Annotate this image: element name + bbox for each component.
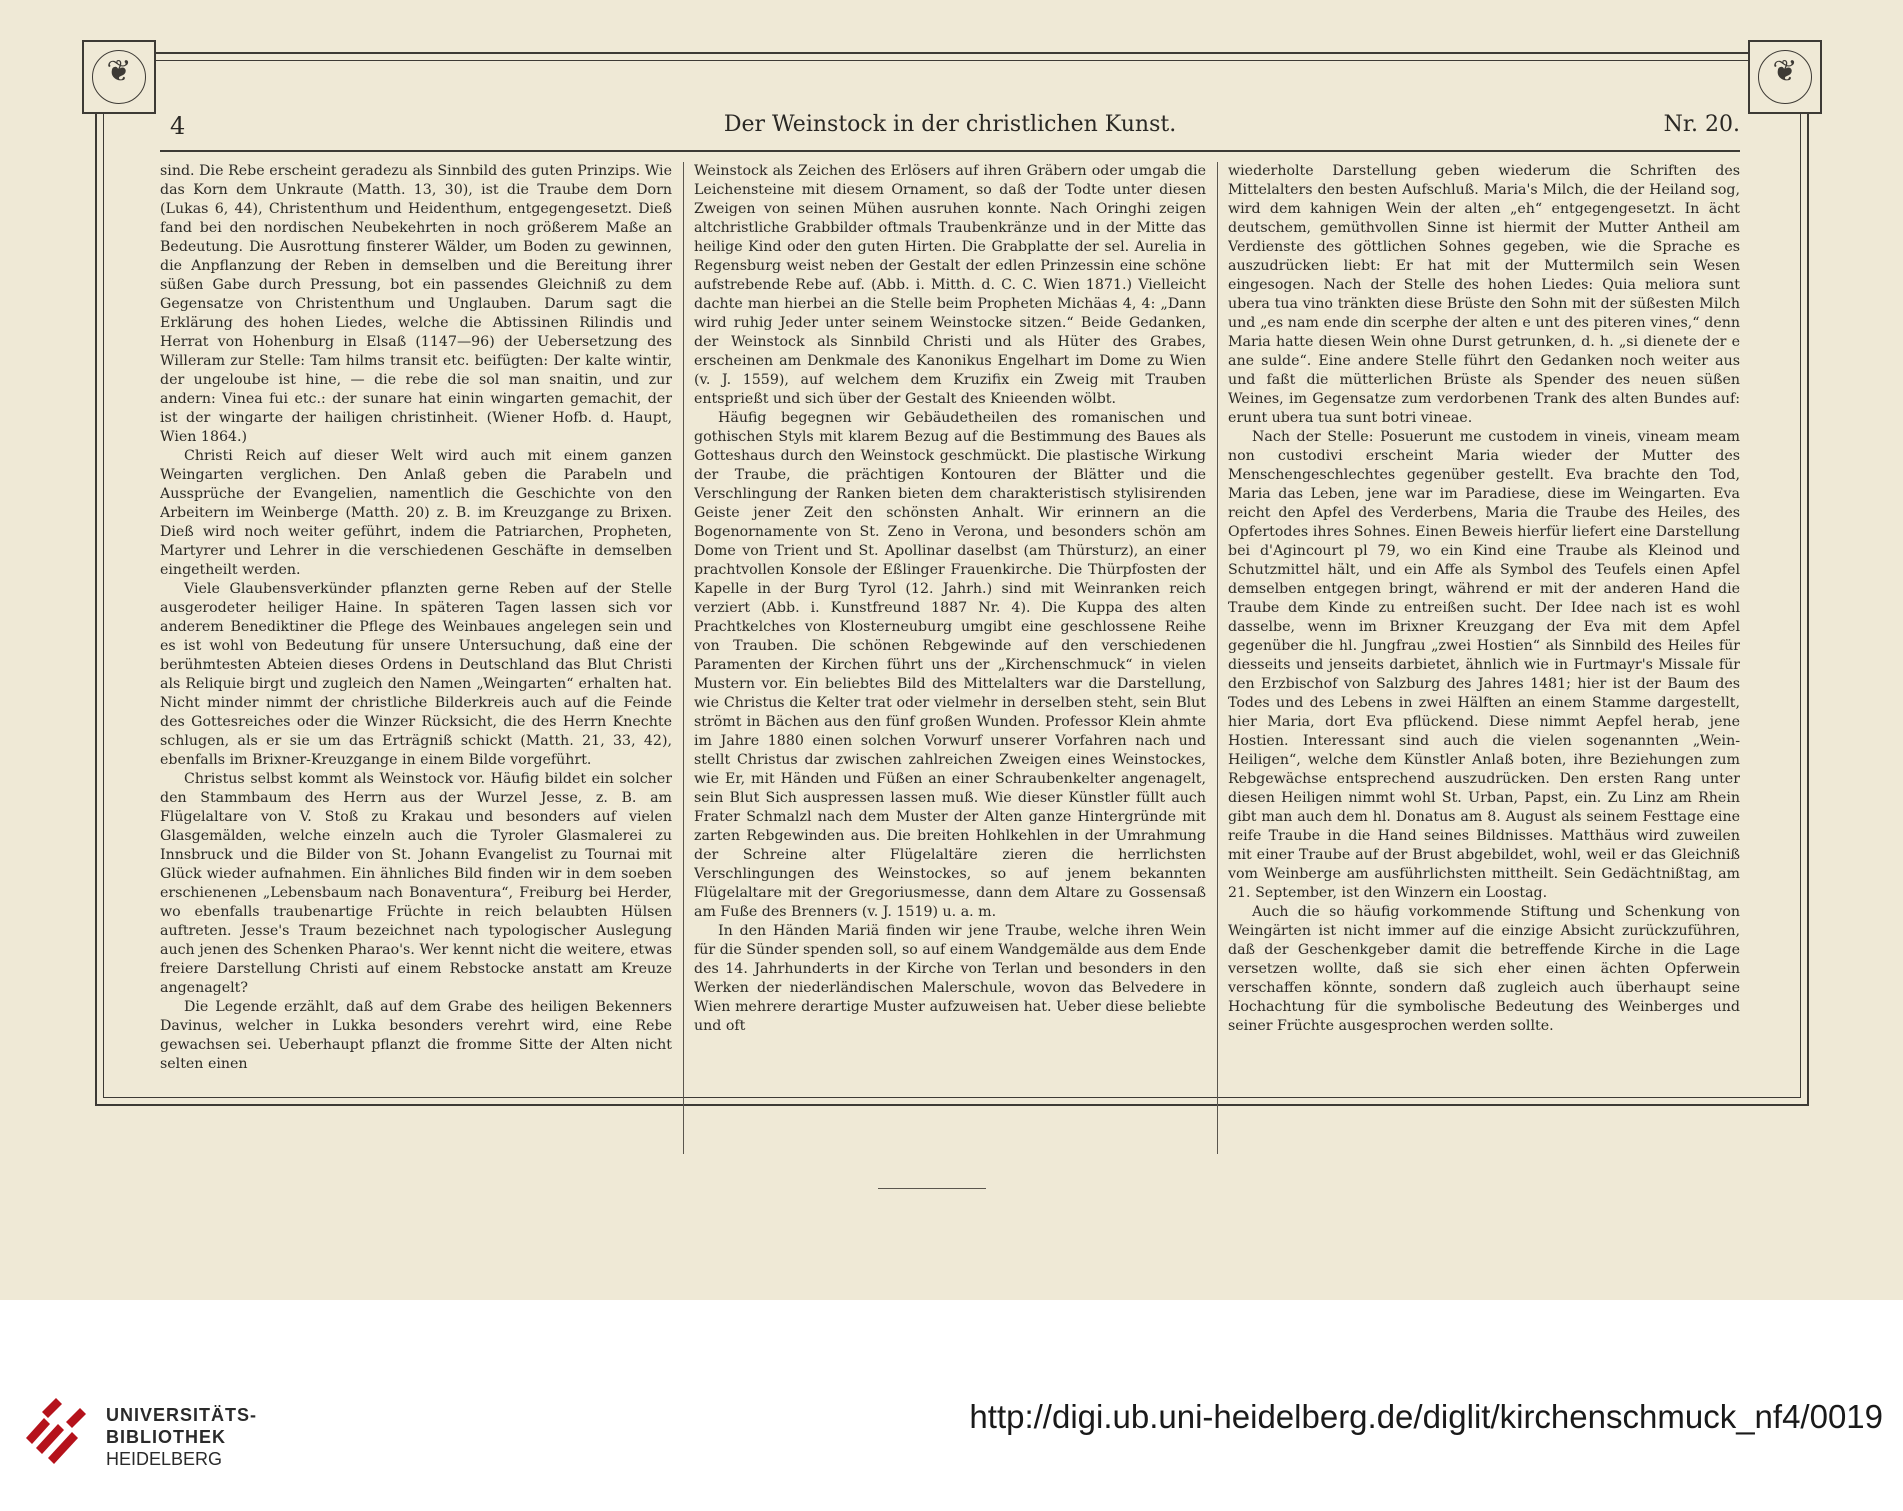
paragraph: Weinstock als Zeichen des Erlösers auf ihren Gräbern oder umgab die Leichensteine mit diesem Ornament, so daß der Todte unter diesen Zweigen von seinen Mühen ausruhen konnte. Nach Oringhi zeigen altchristliche Grabbilder oftmals Traubenkränze und in der Mitte das heilige Kind oder den guten Hirten. Die Grabplatte der sel. Aurelia in Regensburg weist neben der Gestalt der edlen Prinzessin eine schöne aufstrebende Rebe auf. (Abb. i. Mitth. d. C. C. Wien 1871.) Vielleicht dachte man hierbei an die Stelle beim Propheten Michäas 4, 4: „Dann wird ruhig Jeder unter seinem Weinstocke sitzen.“ Beide Gedanken, der Weinstock als Sinnbild Christi und als Hüter des Grabes, erscheinen am Denkmale des Kanonikus Engelhart im Dome zu Wien (v. J. 1559), auf welchem dem Kruzifix ein Zweig mit Trauben entsprießt und sich über der Gestalt des Knieenden wölbt. (694, 163, 1206, 407)
column-divider (1217, 162, 1218, 1154)
header-rule (160, 150, 1740, 152)
paragraph: In den Händen Mariä finden wir jene Traube, welche ihren Wein für die Sünder spenden soll, so auf einem Wandgemälde aus dem Ende des 14. Jahrhunderts in der Kirche von Terlan und besonders in den Werken der niederländischen Malerschule, wovon das Belvedere in Wien mehrere derartige Muster aufzuweisen hat. Ueber diese beliebte und oft (694, 923, 1206, 1034)
corner-ornament-icon (1748, 40, 1822, 114)
library-name-line: HEIDELBERG (106, 1449, 223, 1469)
column-1 (160, 162, 672, 1154)
library-name-line: UNIVERSITÄTS- (106, 1405, 258, 1425)
source-url-link[interactable]: http://digi.ub.uni-heidelberg.de/diglit/kirchenschmuck_nf4/0019 (969, 1398, 1883, 1435)
end-rule (878, 1188, 986, 1189)
paragraph: Die Legende erzählt, daß auf dem Grabe des heiligen Bekenners Davinus, welcher in Lukka besonders verehrt wird, eine Rebe gewachsen sei. Ueberhaupt pflanzt die fromme Sitte der Alten nicht selten einen (160, 999, 672, 1072)
page-number: 4 (170, 112, 186, 140)
column-divider (683, 162, 684, 1154)
issue-number: Nr. 20. (1663, 112, 1740, 137)
library-name (106, 1404, 257, 1470)
paragraph: Auch die so häufig vorkommende Stiftung und Schenkung von Weingärten ist nicht immer auf die einzige Absicht zurückzuführen, daß der Geschenkgeber damit die betreffende Kirche in die Lage versetzen wollte, daß sie sich eher einen ächten Opferwein verschaffen könnte, sondern daß zugleich auch überhaupt seine Hochachtung für die symbolische Bedeutung des Weinberges und seiner Früchte ausgesprochen werden sollte. (1228, 904, 1740, 1034)
column-2 (694, 162, 1206, 1154)
paragraph: Viele Glaubensverkünder pflanzten gerne Reben auf der Stelle ausgerodeter heiliger Haine. In späteren Tagen lassen sich vor anderem Benediktiner die Pflege des Weinbaues angelegen sein und es ist wohl von Bedeutung für unsere Untersuchung, daß eine der berühmtesten Abteien dieses Ordens in Deutschland das Blut Christi als Reliquie birgt und zugleich den Namen „Weingarten“ erhalten hat. Nicht minder nimmt der christliche Bilderkreis auch auf die Feinde des Gottesreiches oder die Winzer Rücksicht, die des Herrn Knechte schlugen, als er sie um das Erträgniß schickt (Matth. 21, 33, 42), ebenfalls im Brixner-Kreuzgange in einem Bilde vorgeführt. (160, 581, 672, 768)
running-header (160, 112, 1740, 148)
paragraph: sind. Die Rebe erscheint geradezu als Sinnbild des guten Prinzips. Wie das Korn dem Unkraute (Matth. 13, 30), ist die Traube dem Dorn (Lukas 6, 44), Christenthum und Heidenthum, entgegengesetzt. Dieß fand bei den nordischen Neubekehrten in noch größerem Maße an Bedeutung. Die Ausrottung finsterer Wälder, um Boden zu gewinnen, die Anpflanzung der Reben in demselben und die Bereitung ihrer süßen Gabe durch Pressung, bot ein passendes Gleichniß zu dem Gegensatze von Christenthum und Unglauben. Darum sagt die Erklärung des hohen Liedes, welche die Abtissinen Rilindis und Herrat von Hohenburg in Elsaß (1147—96) der Uebersetzung des Willeram zur Stelle: Tam hilms transit etc. beifügten: Der kalte wintir, der ungeloube ist hine, — die rebe die sol man snaitin, und zur andern: Vinea fui etc.: der sunare hat einin wingarten gemachit, der ist der wingarte der hailigen christinheit. (Wiener Hofb. d. Haupt, Wien 1864.) (160, 163, 672, 445)
text-columns (160, 162, 1740, 1154)
paragraph: Christus selbst kommt als Weinstock vor. Häufig bildet ein solcher den Stammbaum des Herrn aus der Wurzel Jesse, z. B. am Flügelaltare von V. Stoß zu Krakau und besonders auf vielen Glasgemälden, welche einzeln auch die Tyroler Glasmalerei zu Innsbruck und die Bilder von St. Johann Evangelist zu Tournai mit Glück wieder aufnahmen. Ein ähnliches Bild finden wir in dem soeben erschienenen „Lebensbaum nach Bonaventura“, Freiburg bei Herder, wo ebenfalls traubenartige Früchte in reich belaubten Hülsen auftreten. Jesse's Traum bezeichnet nach typologischer Auslegung auch jenen des Schenken Pharao's. Wer kennt nicht die weitere, etwas freiere Darstellung Christi auf einem Rebstocke anstatt am Kreuze angenagelt? (160, 771, 672, 996)
paragraph: Christi Reich auf dieser Welt wird auch mit einem ganzen Weingarten verglichen. Den Anlaß geben die Parabeln und Aussprüche der Evangelien, namentlich die Geschichte von den Arbeitern im Weinberge (Matth. 20) z. B. im Kreuzgange zu Brixen. Dieß wird noch weiter geführt, indem die Patriarchen, Propheten, Martyrer und Lehrer in die verschiedenen Geschäfte in demselben eingetheilt werden. (160, 448, 672, 578)
corner-ornament-icon (82, 40, 156, 114)
library-name-line: BIBLIOTHEK (106, 1427, 226, 1447)
paragraph: Nach der Stelle: Posuerunt me custodem in vineis, vineam meam non custodivi erscheint Maria wieder der Mutter des Menschengeschlechtes gegenüber gestellt. Eva brachte den Tod, Maria das Leben, jene war im Paradiese, diese im Weingarten. Eva reicht den Apfel des Verderbens, Maria die Traube des Heiles, des Opfertodes ihres Sohnes. Einen Beweis hierfür liefert eine Darstellung bei d'Agincourt pl 79, wo ein Kind eine Traube als Kleinod und Schutzmittel hält, und ein Affe als Symbol des Teufels einen Apfel demselben entgegen bringt, während er mit der anderen Hand die Traube dem Kinde zu entreißen sucht. Der Idee nach ist es wohl dasselbe, wenn im Brixner Kreuzgang der Eva mit dem Apfel gegenüber die hl. Jungfrau „zwei Hostien“ als Sinnbild des Heiles für diesseits und jenseits darbietet, ähnlich wie in Furtmayr's Missale für den Erzbischof von Salzburg des Jahres 1481; hier ist der Baum des Todes und des Lebens in zwei Hälften an einem Stamme dargestellt, hier Maria, dort Eva pflückend. Diese nimmt Aepfel herab, jene Hostien. Interessant sind auch die vielen sogenannten „Wein-Heiligen“, welche dem Künstler Anlaß boten, ihre Beziehungen zum Rebgewächse entsprechend auszudrücken. Den ersten Rang unter diesen Heiligen nimmt wohl St. Urban, Papst, ein. Zu Linz am Rhein gibt man auch dem hl. Donatus am 8. August als seinem Festtage eine reife Traube in die Hand seines Bildnisses. Matthäus wird zuweilen mit einer Traube auf der Brust abgebildet, wohl, weil er das Gleichniß vom Weinberge am ausführlichsten mittheilt. Sein Gedächtnißtag, am 21. September, ist den Winzern ein Loostag. (1228, 429, 1740, 901)
library-logo-icon (22, 1398, 88, 1468)
paragraph: wiederholte Darstellung geben wiederum die Schriften des Mittelalters den besten Aufschluß. Maria's Milch, die der Heiland sog, wird dem kahnigen Wein der alten „eh“ entgegengesetzt. In ächt deutschem, gemüthvollen Sinne ist hiermit der Mutter Antheil am Verdienste des göttlichen Sohnes gegeben, wie die Sprache es auszudrücken liebt: Er hat mit der Muttermilch sein Wesen eingesogen. Nach der Stelle des hohen Liedes: Quia meliora sunt ubera tua vino tränkten diese Brüste den Sohn mit der süßesten Milch und „es nam ende din scerphe der alten e unt des piteren vines,“ denn Maria hatte diesen Wein ohne Durst getrunken, d. h. „si dienete der e ane sulde“. Eine andere Stelle führt den Gedanken noch weiter aus und faßt die mütterlichen Brüste als Spender des neuen süßen Weines, im Gegensatze zum verdorbenen Trank des alten Bundes auf: erunt ubera tua sunt botri vineae. (1228, 163, 1740, 426)
page-title: Der Weinstock in der christlichen Kunst. (723, 112, 1177, 137)
paragraph: Häufig begegnen wir Gebäudetheilen des romanischen und gothischen Styls mit klarem Bezug auf die Bestimmung des Baues als Gotteshaus durch den Weinstock geschmückt. Die plastische Wirkung der Traube, die prächtigen Kontouren der Blätter und die Verschlingung der Ranken bieten dem charakteristisch stylisirenden Geiste jener Zeit den schönsten Anhalt. Wir erinnern an die Bogenornamente von St. Zeno in Verona, und besonders schön am Dome von Trient und St. Apollinar daselbst (am Thürsturz), an einer prachtvollen Konsole der Eßlinger Frauenkirche. Die Thürpfosten der Kapelle in der Burg Tyrol (12. Jahrh.) sind mit Weinranken reich verziert (Abb. i. Kunstfreund 1887 Nr. 4). Die Kuppa des alten Prachtkelches von Klosterneuburg umgibt eine geschlossene Reihe von Trauben. Die schönen Rebgewinde auf den verschiedenen Paramenten der Kirchen führt uns der „Kirchenschmuck“ in vielen Mustern vor. Ein beliebtes Bild des Mittelalters war die Darstellung, wie Christus die Kelter trat oder vielmehr in derselben steht, sein Blut strömt in Bächen aus den fünf großen Wunden. Professor Klein ahmte im Jahre 1880 einen solchen Vorwurf unserer Vorfahren nach und stellt Christus dar zwischen zahlreichen Zweigen eines Weinstockes, wie Er, mit Händen und Füßen an einer Schraubenkelter angenagelt, sein Blut Sich auspressen lassen muß. Wie dieser Künstler füllt auch Frater Schmalzl nach dem Muster der Alten ganze Hintergründe mit zarten Rebgewinden aus. Die breiten Hohlkehlen in der Umrahmung der Schreine alter Flügelaltäre zieren die herrlichsten Verschlingungen des Weinstockes, so auf jenem bekannten Flügelaltare mit der Gregoriusmesse, dann dem Altare zu Gossensaß am Fuße des Brenners (v. J. 1519) u. a. m. (694, 410, 1206, 920)
column-3 (1228, 162, 1740, 1154)
